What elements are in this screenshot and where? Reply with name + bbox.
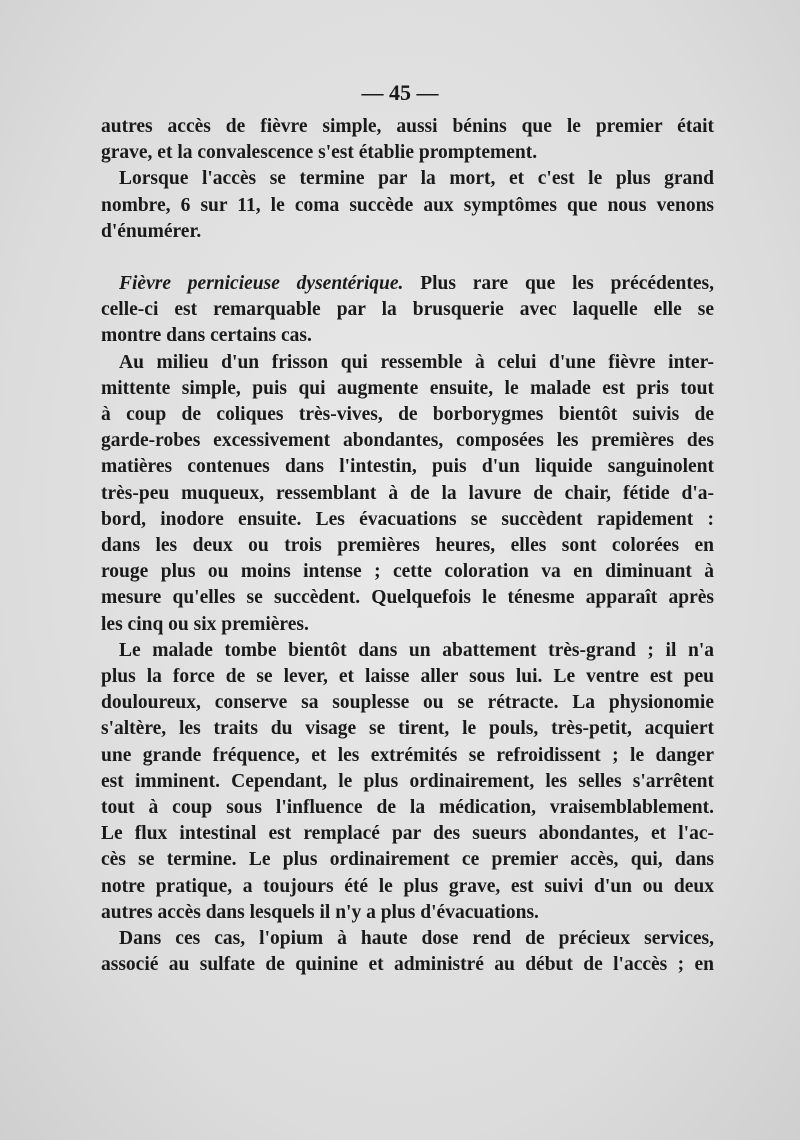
text-line: associé au sulfate de quinine et administré au début de l'accès ; en bbox=[101, 954, 714, 976]
paragraph-symptoms bbox=[101, 350, 714, 638]
text-line: autres accès dans lesquels il n'y a plus d'évacuations. bbox=[101, 901, 539, 923]
text-line: Le malade tombe bientôt dans un abattement très-grand ; il n'a bbox=[119, 639, 714, 661]
page-text-body bbox=[101, 114, 714, 979]
text-line: s'altère, les traits du visage se tirent, le pouls, très-petit, acquiert bbox=[101, 718, 714, 740]
text-line: garde-robes excessivement abondantes, composées les premières des bbox=[101, 430, 714, 452]
text-line: très-peu muqueux, ressemblant à de la lavure de chair, fétide d'a- bbox=[101, 482, 714, 504]
text-line: Au milieu d'un frisson qui ressemble à celui d'une fièvre inter- bbox=[119, 351, 714, 373]
page-number: — 45 — bbox=[361, 80, 439, 105]
text-fragment: Plus rare que les précédentes, bbox=[403, 273, 714, 295]
text-line: Lorsque l'accès se termine par la mort, et c'est le plus grand bbox=[119, 168, 714, 190]
section-heading: Fièvre pernicieuse dysentérique. bbox=[119, 273, 404, 295]
text-line: Dans ces cas, l'opium à haute dose rend de précieux services, bbox=[119, 928, 714, 950]
text-line: tout à coup sous l'influence de la médication, vraisemblablement. bbox=[101, 797, 714, 819]
paragraph-continuation bbox=[101, 114, 714, 166]
text-line: les cinq ou six premières. bbox=[101, 613, 309, 635]
text-line: nombre, 6 sur 11, le coma succède aux symptômes que nous venons bbox=[101, 194, 714, 216]
text-line: notre pratique, a toujours été le plus grave, est suivi d'un ou deux bbox=[101, 875, 714, 897]
text-line: grave, et la convalescence s'est établie promptement. bbox=[101, 142, 538, 164]
paragraph-treatment bbox=[101, 926, 714, 978]
text-line: rouge plus ou moins intense ; cette coloration va en diminuant à bbox=[101, 561, 714, 583]
text-line: mittente simple, puis qui augmente ensuite, le malade est pris tout bbox=[101, 377, 714, 399]
text-line: matières contenues dans l'intestin, puis d'un liquide sanguinolent bbox=[101, 456, 714, 478]
text-line: est imminent. Cependant, le plus ordinairement, les selles s'arrêtent bbox=[101, 770, 714, 792]
text-line: une grande fréquence, et les extrémités se refroidissent ; le danger bbox=[101, 744, 714, 766]
text-line: mesure qu'elles se succèdent. Quelquefois le ténesme apparaît après bbox=[101, 587, 714, 609]
text-line: à coup de coliques très-vives, de borborygmes bientôt suivis de bbox=[101, 404, 714, 426]
text-line: plus la force de se lever, et laisse aller sous lui. Le ventre est peu bbox=[101, 666, 714, 688]
text-line: Le flux intestinal est remplacé par des sueurs abondantes, et l'ac- bbox=[101, 823, 714, 845]
text-line: autres accès de fièvre simple, aussi bénins que le premier était bbox=[101, 116, 714, 137]
text-line: bord, inodore ensuite. Les évacuations se succèdent rapidement : bbox=[101, 508, 714, 530]
text-line: montre dans certains cas. bbox=[101, 325, 312, 347]
text-line: d'énumérer. bbox=[101, 220, 202, 242]
text-line bbox=[101, 271, 714, 297]
text-line: cès se termine. Le plus ordinairement ce premier accès, qui, dans bbox=[101, 849, 714, 871]
text-line: celle-ci est remarquable par la brusquerie avec laquelle elle se bbox=[101, 299, 714, 321]
paragraph-mortality bbox=[101, 166, 714, 245]
text-line: douloureux, conserve sa souplesse ou se rétracte. La physionomie bbox=[101, 692, 714, 714]
paragraph-progression bbox=[101, 638, 714, 926]
paragraph-dysenteric-intro bbox=[101, 271, 714, 350]
text-line: dans les deux ou trois premières heures, elles sont colorées en bbox=[101, 535, 714, 557]
